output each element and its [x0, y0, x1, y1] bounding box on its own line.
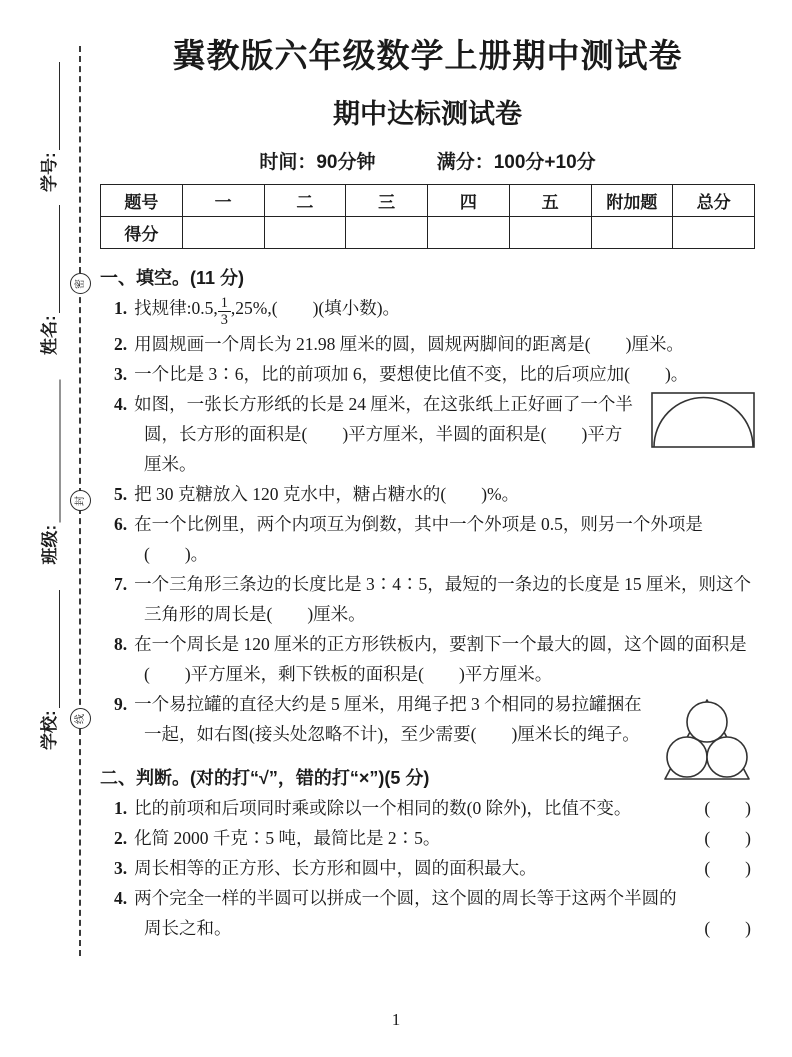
question-number: 3. — [114, 857, 128, 878]
seal-char-glyph: 线 — [74, 713, 86, 724]
question-number: 6. — [114, 513, 128, 534]
question-item — [114, 883, 755, 943]
answer-parens: ( ) — [704, 797, 751, 818]
score-row-label: 得分 — [101, 216, 183, 248]
question-number: 4. — [114, 393, 128, 414]
score-table-header-row — [101, 184, 755, 216]
full-score-label: 满分：100分+10分 — [436, 151, 596, 173]
score-cell — [264, 216, 346, 248]
score-column-header: 二 — [264, 184, 346, 216]
question-number: 2. — [114, 333, 128, 354]
question-item — [114, 359, 755, 389]
page-number: 1 — [391, 1010, 401, 1029]
question-text: 找规律:0.5, — [134, 297, 218, 318]
page-title: 冀教版六年级数学上册期中测试卷 — [172, 37, 683, 74]
question-text: 一个易拉罐的直径大约是 5 厘米，用绳子把 3 个相同的易拉罐捆在一起，如右图(接头处忽略不计)，至少需要( )厘米长的绳子。 — [134, 693, 642, 744]
score-column-header: 四 — [428, 184, 510, 216]
seal-char — [70, 273, 91, 294]
question-text: 如图，一张长方形纸的长是 24 厘米，在这张纸上正好画了一个半圆，长方形的面积是( )平方厘米，半圆的面积是( )平方厘米。 — [134, 393, 633, 474]
score-cell — [428, 216, 510, 248]
margin-field-blank-line — [41, 62, 60, 150]
question-number: 7. — [114, 573, 128, 594]
question-number: 2. — [114, 827, 128, 848]
question-number: 9. — [114, 693, 128, 714]
question-item — [114, 689, 755, 749]
question-item — [114, 793, 755, 823]
margin-field-label: 姓名: — [40, 315, 59, 355]
score-column-header: 三 — [346, 184, 428, 216]
margin-field-blank-line — [41, 590, 60, 708]
time-label: 时间：90分钟 — [259, 151, 376, 173]
question-item — [114, 629, 755, 689]
question-text: 在一个比例里，两个内项互为倒数，其中一个外项是 0.5，则另一个外项是( )。 — [134, 513, 703, 564]
question-item — [114, 329, 755, 359]
question-number: 4. — [114, 887, 128, 908]
question-number: 1. — [114, 797, 128, 818]
score-cell — [591, 216, 673, 248]
figure-three-cans-tied — [659, 692, 755, 788]
fraction-numerator: 1 — [218, 295, 231, 312]
margin-field — [36, 62, 60, 192]
question-item — [114, 293, 755, 329]
question-number: 5. — [114, 483, 128, 504]
score-cell — [182, 216, 264, 248]
score-column-header: 附加题 — [591, 184, 673, 216]
question-text: 比的前项和后项同时乘或除以一个相同的数(0 除外)，比值不变。 — [134, 797, 632, 818]
score-cell — [346, 216, 428, 248]
fraction — [218, 295, 231, 329]
seal-char-glyph: 密 — [74, 278, 86, 289]
question-item — [114, 569, 755, 629]
margin-field-label: 学号: — [40, 152, 59, 192]
margin-field — [36, 590, 60, 750]
question-text: 在一个周长是 120 厘米的正方形铁板内，要割下一个最大的圆，这个圆的面积是( )平方厘米，剩下铁板的面积是( )平方厘米。 — [134, 633, 747, 684]
question-text: 周长相等的正方形、长方形和圆中，圆的面积最大。 — [134, 857, 537, 878]
score-cell — [673, 216, 755, 248]
score-column-header: 题号 — [101, 184, 183, 216]
answer-parens: ( ) — [704, 827, 751, 848]
figure-rectangle-with-semicircle — [651, 392, 755, 450]
answer-parens: ( ) — [704, 917, 751, 938]
question-text: 把 30 克糖放入 120 克水中，糖占糖水的( )%。 — [134, 483, 520, 504]
seal-char-glyph: 封 — [74, 495, 86, 506]
question-number: 3. — [114, 363, 128, 384]
paper-content — [100, 0, 755, 943]
margin-field — [36, 205, 60, 355]
question-text: 一个比是 3∶6，比的前项加 6，要想使比值不变，比的后项应加( )。 — [134, 363, 689, 384]
question-number: 1. — [114, 297, 128, 318]
question-item — [114, 509, 755, 569]
score-cell — [509, 216, 591, 248]
question-text: 两个完全一样的半圆可以拼成一个圆，这个圆的周长等于这两个半圆的周长之和。 — [134, 887, 677, 938]
section — [100, 763, 755, 943]
margin-field-label: 学校: — [40, 710, 59, 750]
score-column-header: 总分 — [673, 184, 755, 216]
section-heading: 一、填空。(11 分) — [100, 267, 245, 288]
section — [100, 263, 755, 749]
margin-field-blank-line — [41, 205, 60, 313]
question-item — [114, 479, 755, 509]
score-table-score-row — [101, 216, 755, 248]
score-column-header: 一 — [182, 184, 264, 216]
fraction-denominator: 3 — [220, 312, 228, 329]
exam-info — [100, 147, 755, 174]
margin-field-blank-line — [41, 380, 60, 523]
answer-parens: ( ) — [704, 857, 751, 878]
question-item — [114, 389, 755, 479]
score-table — [100, 184, 755, 249]
question-text: ,25%,( )(填小数)。 — [230, 297, 401, 318]
section-heading: 二、判断。(对的打“√”，错的打“×”)(5 分) — [100, 767, 430, 788]
question-item — [114, 823, 755, 853]
seal-char — [70, 708, 91, 729]
question-text: 化简 2000 千克∶5 吨，最简比是 2∶5。 — [134, 827, 441, 848]
page-subtitle: 期中达标测试卷 — [333, 98, 522, 129]
margin-field — [36, 380, 60, 565]
question-number: 8. — [114, 633, 128, 654]
question-text: 用圆规画一个周长为 21.98 厘米的圆，圆规两脚间的距离是( )厘米。 — [134, 333, 684, 354]
question-sections — [100, 263, 755, 943]
question-text: 一个三角形三条边的长度比是 3∶4∶5，最短的一条边的长度是 15 厘米，则这个三角形的周长是( )厘米。 — [134, 573, 751, 624]
question-item — [114, 853, 755, 883]
seal-char — [70, 490, 91, 511]
margin-field-label: 班级: — [40, 524, 59, 565]
score-column-header: 五 — [509, 184, 591, 216]
